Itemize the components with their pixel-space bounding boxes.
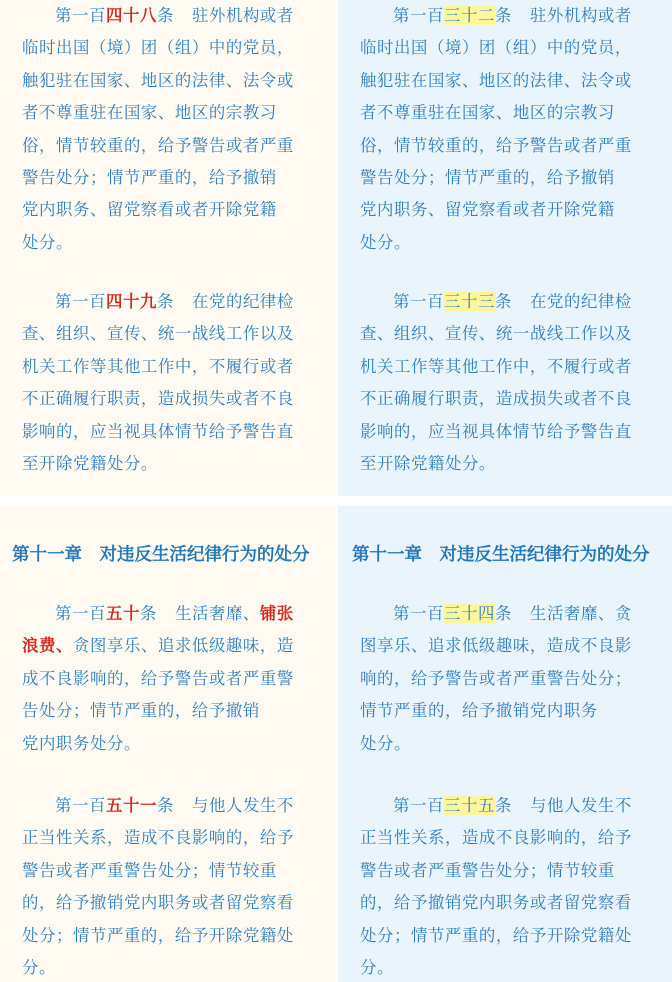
article-149-line-4: 不正确履行职责，造成损失或者不良 <box>22 389 294 409</box>
article-151-line-5: 处分；情节严重的，给予开除党籍处 <box>22 925 294 945</box>
chapter-heading: 第十一章 对违反生活纪律行为的处分 <box>12 545 310 565</box>
article-149-number: 四十九 <box>105 292 157 311</box>
article-150-number: 五十 <box>105 604 140 623</box>
article-135-line-3: 警告或者严重警告处分；情节较重 <box>360 860 615 880</box>
article-132-line-7: 党内职务、留党察看或者开除党籍 <box>360 200 615 220</box>
article-148-line-3: 触犯驻在国家、地区的法律、法令或 <box>22 70 294 90</box>
article-132-line-5: 俗，情节较重的，给予警告或者严重 <box>360 135 632 155</box>
article-132-line-8: 处分。 <box>360 232 411 252</box>
article-133-line-1: 第一百三十三条 在党的纪律检 <box>393 292 632 311</box>
article-133-line-3: 机关工作等其他工作中，不履行或者 <box>360 356 632 376</box>
article-133-line-5: 影响的，应当视具体情节给予警告直 <box>360 421 632 441</box>
article-149-line-3: 机关工作等其他工作中，不履行或者 <box>22 356 294 376</box>
article-148-line-6: 警告处分；情节严重的，给予撤销 <box>22 167 277 187</box>
article-150-line-2: 浪费、贪图享乐、追求低级趣味，造 <box>22 636 294 656</box>
article-151 <box>22 790 314 982</box>
article-149-line-5: 影响的，应当视具体情节给予警告直 <box>22 421 294 441</box>
article-134-line-1: 第一百三十四条 生活奢靡、贪 <box>393 604 632 623</box>
article-133-line-2: 查、组织、宣传、统一战线工作以及 <box>360 324 632 344</box>
article-133-line-6: 至开除党籍处分。 <box>360 453 496 473</box>
article-149-line-6: 至开除党籍处分。 <box>22 453 158 473</box>
article-148-line-7: 党内职务、留党察看或者开除党籍 <box>22 200 277 220</box>
article-133-line-4: 不正确履行职责，造成损失或者不良 <box>360 389 632 409</box>
article-135-line-1: 第一百三十五条 与他人发生不 <box>393 796 632 815</box>
article-148-line-8: 处分。 <box>22 232 73 252</box>
added-text-highlight: 铺张 <box>259 604 294 623</box>
article-151-line-6: 分。 <box>22 957 56 977</box>
article-133 <box>360 286 652 480</box>
article-150-line-1: 第一百五十条 生活奢靡、铺张 <box>55 604 294 623</box>
article-148 <box>22 0 314 259</box>
article-134-line-4: 情节严重的，给予撤销党内职务 <box>360 701 598 721</box>
section-divider <box>0 496 672 506</box>
article-150-line-4: 告处分；情节严重的，给予撤销 <box>22 701 260 721</box>
article-135-line-2: 正当性关系，造成不良影响的，给予 <box>360 828 632 848</box>
chapter-heading: 第十一章 对违反生活纪律行为的处分 <box>352 545 650 565</box>
article-151-line-2: 正当性关系，造成不良影响的，给予 <box>22 828 294 848</box>
article-132-number: 三十二 <box>443 6 495 25</box>
right-column-old-version <box>338 0 672 982</box>
added-text-highlight-cont: 浪费、 <box>22 636 73 656</box>
article-134-line-2: 图享乐、追求低级趣味，造成不良影 <box>360 636 632 656</box>
article-149 <box>22 286 314 480</box>
article-132-line-3: 触犯驻在国家、地区的法律、法令或 <box>360 70 632 90</box>
article-134-number: 三十四 <box>443 604 495 623</box>
article-135-number: 三十五 <box>443 796 495 815</box>
article-151-line-4: 的，给予撤销党内职务或者留党察看 <box>22 893 294 913</box>
article-134-line-3: 响的，给予警告或者严重警告处分； <box>360 668 632 688</box>
article-149-line-2: 查、组织、宣传、统一战线工作以及 <box>22 324 294 344</box>
article-135-line-6: 分。 <box>360 957 394 977</box>
article-150-line-5: 党内职务处分。 <box>22 733 141 753</box>
article-149-line-1: 第一百四十九条 在党的纪律检 <box>55 292 294 311</box>
article-148-line-4: 者不尊重驻在国家、地区的宗教习 <box>22 103 277 123</box>
article-134 <box>360 598 652 760</box>
article-150-line-3: 成不良影响的，给予警告或者严重警 <box>22 668 294 688</box>
article-132-line-4: 者不尊重驻在国家、地区的宗教习 <box>360 103 615 123</box>
article-148-number: 四十八 <box>105 6 157 25</box>
article-135-line-5: 处分；情节严重的，给予开除党籍处 <box>360 925 632 945</box>
article-151-line-3: 警告或者严重警告处分；情节较重 <box>22 860 277 880</box>
article-135 <box>360 790 652 982</box>
article-132 <box>360 0 652 259</box>
article-135-line-4: 的，给予撤销党内职务或者留党察看 <box>360 893 632 913</box>
article-133-number: 三十三 <box>443 292 495 311</box>
article-151-line-1: 第一百五十一条 与他人发生不 <box>55 796 294 815</box>
article-134-line-5: 处分。 <box>360 733 411 753</box>
article-148-line-1: 第一百四十八条 驻外机构或者 <box>55 6 294 25</box>
article-150 <box>22 598 314 760</box>
article-148-line-5: 俗，情节较重的，给予警告或者严重 <box>22 135 294 155</box>
article-132-line-1: 第一百三十二条 驻外机构或者 <box>393 6 632 25</box>
article-132-line-6: 警告处分；情节严重的，给予撤销 <box>360 167 615 187</box>
article-148-line-2: 临时出国（境）团（组）中的党员， <box>22 38 294 58</box>
article-132-line-2: 临时出国（境）团（组）中的党员， <box>360 38 632 58</box>
article-151-number: 五十一 <box>105 796 157 815</box>
